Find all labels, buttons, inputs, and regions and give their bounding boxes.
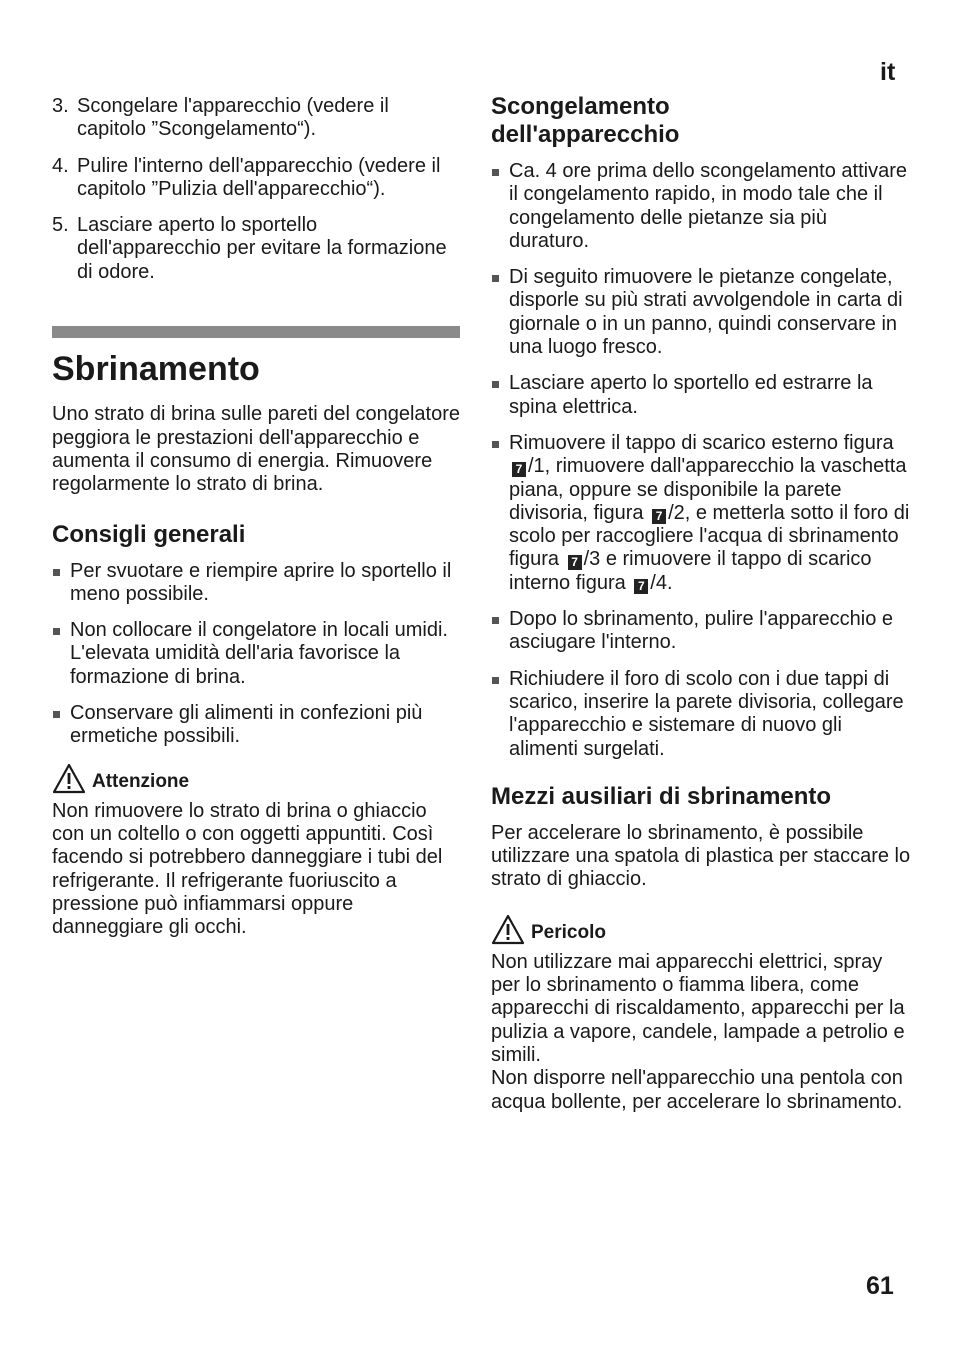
bullet-icon [52,560,70,607]
bullet-text: Richiudere il foro di scolo con i due tappi di scarico, inserire la parete divisoria, collegare l'apparecchio e sistemare di nuovo gli alimenti surgelati. [509,667,904,760]
step-number: 3. [52,95,69,117]
list-item [52,619,462,689]
text-segment: /2, e metterla sotto il foro di scolo per raccogliere l'acqua di sbrinamento figura [509,501,910,571]
bullet-icon [491,668,509,761]
bullet-text [509,432,911,595]
step-text: Pulire l'interno dell'apparecchio (vedere il capitolo ”Pulizia dell'apparecchio“). [77,154,441,200]
language-code: it [880,58,896,86]
list-item [52,214,462,284]
bullet-icon [52,702,70,749]
step-number: 4. [52,154,69,177]
step-number: 5. [52,214,69,237]
page-number: 61 [866,1272,894,1300]
bullet-icon [491,432,509,595]
text-segment: /3 e rimuovere il tappo di scarico interno figura [509,548,872,594]
defrost-steps-list [491,160,911,761]
warning-triangle-icon [52,763,86,794]
list-item [491,160,911,253]
danger-label: Pericolo [531,922,606,944]
bullet-text: Dopo lo sbrinamento, pulire l'apparecchio e asciugare l'interno. [509,608,894,654]
list-item [491,608,911,655]
bullet-icon [491,372,509,419]
tips-list [52,560,462,749]
figure-ref-badge: 7 [634,579,648,594]
aids-paragraph: Per accelerare lo sbrinamento, è possibile utilizzare una spatola di plastica per staccare lo strato di ghiaccio. [491,821,911,891]
aids-heading: Mezzi ausiliari di sbrinamento [491,782,832,810]
warning-text: Non rimuovere lo strato di brina o ghiaccio con un coltello o con oggetti appuntiti. Così facendo si potrebbero danneggiare i tubi del refrigerante. Il refrigerante fuoriuscito a pressione può infiammarsi oppure danneggiare gli occhi. [52,799,443,939]
step-text: Lasciare aperto lo sportello dell'apparecchio per evitare la formazione di odore. [77,214,447,283]
figure-ref-badge: 7 [568,555,582,570]
bullet-icon [491,608,509,655]
bullet-icon [491,266,509,359]
bullet-text: Di seguito rimuovere le pietanze congelate, disporle su più strati avvolgendole in carta di giornale o in un panno, quindi conservare in una luogo fresco. [509,266,903,359]
section-title: Sbrinamento [52,350,260,389]
list-item [52,95,462,142]
steps-list [52,95,462,284]
danger-text: Non utilizzare mai apparecchi elettrici, spray per lo sbrinamento o fiamma libera, come apparecchi di riscaldamento, apparecchi per la pulizia a vapore, candele, lampade a petrolio e simili. [491,950,905,1066]
intro-paragraph: Uno strato di brina sulle pareti del congelatore peggiora le prestazioni dell'apparecchio e aumenta il consumo di energia. Rimuovere regolarmente lo strato di brina. [52,403,461,496]
danger-text: Non disporre nell'apparecchio una pentola con acqua bollente, per accelerare lo sbrinamento. [491,1067,903,1113]
warning-label: Attenzione [92,771,190,793]
list-item [491,266,911,359]
tip-text: Non collocare il congelatore in locali umidi. L'elevata umidità dell'aria favorisce la formazione di brina. [70,619,448,688]
section-divider [52,326,460,338]
text-segment: Rimuovere il tappo di scarico esterno figura [509,431,894,454]
list-item [52,702,462,749]
bullet-icon [52,619,70,689]
bullet-icon [491,160,509,253]
list-item [491,432,911,595]
bullet-text: Lasciare aperto lo sportello ed estrarre la spina elettrica. [509,372,873,418]
list-item [491,668,911,761]
bullet-text: Ca. 4 ore prima dello scongelamento attivare il congelamento rapido, in modo tale che il congelamento delle pietanze sia più duraturo. [509,160,907,252]
list-item [52,155,462,202]
warning-header [52,763,462,794]
tip-text: Conservare gli alimenti in confezioni più ermetiche possibili. [70,702,423,748]
text-segment: /1, rimuovere dall'apparecchio la vaschetta piana, oppure se disponibile la parete divisoria, figura [509,455,907,524]
figure-ref-badge: 7 [652,509,666,524]
defrost-heading: Scongelamento dell'apparecchio [491,93,680,148]
danger-header [491,914,911,945]
right-column [491,93,911,1114]
left-column [52,95,462,939]
tips-heading: Consigli generali [52,520,246,548]
warning-triangle-icon [491,914,525,945]
text-segment: /4. [650,571,673,594]
list-item [491,372,911,419]
step-text: Scongelare l'apparecchio (vedere il capitolo ”Scongelamento“). [77,95,389,141]
tip-text: Per svuotare e riempire aprire lo sportello il meno possibile. [70,559,452,605]
list-item [52,560,462,607]
figure-ref-badge: 7 [512,462,526,477]
